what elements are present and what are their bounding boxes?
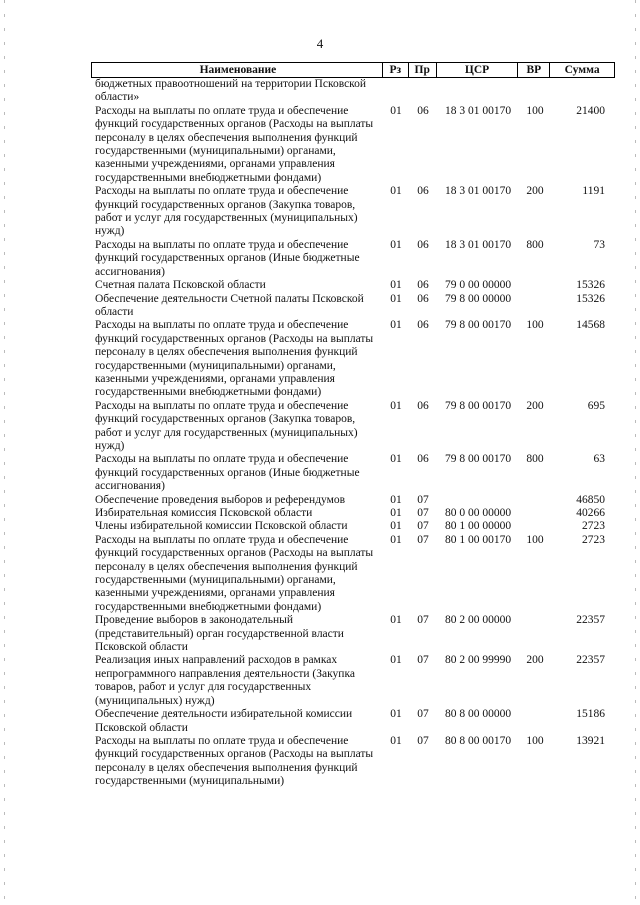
table-row bbox=[91, 494, 615, 507]
cell-rz: 01 bbox=[390, 708, 402, 721]
table-row bbox=[91, 453, 615, 493]
cell-csr: 79 8 00 00170 bbox=[445, 453, 512, 466]
cell-csr: 80 0 00 00000 bbox=[445, 507, 512, 519]
cell-pr: 07 bbox=[417, 734, 429, 747]
cell-vr: 100 bbox=[526, 319, 544, 332]
cell-sum: 40266 bbox=[576, 507, 605, 519]
cell-vr: 800 bbox=[526, 238, 544, 251]
cell-rz: 01 bbox=[390, 319, 402, 332]
cell-vr: 100 bbox=[526, 104, 544, 117]
cell-rz: 01 bbox=[390, 399, 402, 412]
cell-pr: 06 bbox=[417, 399, 429, 412]
header-sum: Сумма bbox=[564, 64, 600, 76]
header-rz: Рз bbox=[383, 63, 409, 77]
cell-sum: 695 bbox=[587, 399, 605, 412]
cell-csr: 80 2 00 99990 bbox=[445, 654, 512, 667]
cell-rz: 01 bbox=[390, 453, 402, 466]
table-row bbox=[91, 105, 615, 185]
cell-vr: 800 bbox=[526, 453, 544, 466]
table-row bbox=[91, 185, 615, 239]
cell-name: Расходы на выплаты по оплате труда и обеспечение функций государственных органов (Расходы на выплаты персоналу в целях обеспечения выполнения функций государственными (муниципальными) bbox=[95, 734, 374, 788]
scan-edge-left bbox=[4, 0, 5, 905]
header-csr: ЦСР bbox=[437, 63, 519, 77]
cell-pr: 06 bbox=[417, 292, 429, 305]
cell-name: Проведение выборов в законодательный (представительный) орган государственной власти Псковской области bbox=[95, 614, 344, 654]
cell-sum: 22357 bbox=[576, 654, 605, 667]
cell-pr: 07 bbox=[417, 507, 429, 519]
cell-vr: 200 bbox=[526, 185, 544, 198]
cell-csr: 18 3 01 00170 bbox=[445, 185, 512, 198]
cell-rz: 01 bbox=[390, 614, 402, 627]
cell-pr: 06 bbox=[417, 185, 429, 198]
table-row bbox=[91, 78, 615, 105]
table-row bbox=[91, 279, 615, 292]
cell-name: Расходы на выплаты по оплате труда и обеспечение функций государственных органов (Закупка товаров, работ и услуг для государственных (муниципальных) нужд) bbox=[95, 399, 358, 452]
header-vr: ВР bbox=[518, 63, 550, 77]
table-body bbox=[91, 78, 615, 789]
cell-pr: 07 bbox=[417, 493, 429, 506]
cell-sum: 2723 bbox=[582, 533, 605, 546]
cell-vr: 100 bbox=[526, 734, 544, 747]
cell-sum: 21400 bbox=[576, 104, 605, 117]
cell-csr: 79 0 00 00000 bbox=[445, 279, 512, 292]
table-row bbox=[91, 293, 615, 320]
cell-vr: 200 bbox=[526, 399, 544, 412]
cell-name: Расходы на выплаты по оплате труда и обеспечение функций государственных органов (Иные бюджетные ассигнования) bbox=[95, 453, 360, 493]
cell-sum: 14568 bbox=[576, 319, 605, 332]
cell-pr: 06 bbox=[417, 104, 429, 117]
cell-rz: 01 bbox=[390, 533, 402, 546]
cell-rz: 01 bbox=[390, 104, 402, 117]
cell-rz: 01 bbox=[390, 185, 402, 198]
cell-csr: 18 3 01 00170 bbox=[445, 104, 512, 117]
cell-pr: 06 bbox=[417, 238, 429, 251]
cell-sum: 15186 bbox=[576, 708, 605, 721]
cell-csr: 80 1 00 00000 bbox=[445, 520, 512, 533]
cell-vr: 200 bbox=[526, 654, 544, 667]
table-row bbox=[91, 614, 615, 654]
cell-sum: 1191 bbox=[582, 185, 605, 198]
cell-rz: 01 bbox=[390, 520, 402, 533]
cell-rz: 01 bbox=[390, 507, 402, 519]
budget-table bbox=[91, 62, 615, 789]
cell-rz: 01 bbox=[390, 493, 402, 506]
cell-vr: 100 bbox=[526, 533, 544, 546]
cell-csr: 80 2 00 00000 bbox=[445, 614, 512, 627]
cell-name: Обеспечение проведения выборов и референдумов bbox=[95, 493, 346, 506]
table-row bbox=[91, 239, 615, 279]
cell-sum: 46850 bbox=[576, 493, 605, 506]
cell-csr: 79 8 00 00170 bbox=[445, 399, 512, 412]
cell-pr: 06 bbox=[417, 319, 429, 332]
table-row bbox=[91, 654, 615, 708]
cell-sum: 2723 bbox=[582, 520, 605, 533]
cell-pr: 07 bbox=[417, 708, 429, 721]
cell-sum: 63 bbox=[593, 453, 605, 466]
scan-edge-right bbox=[635, 0, 636, 905]
cell-name: бюджетных правоотношений на территории Псковской области» bbox=[95, 78, 367, 104]
cell-name: Обеспечение деятельности Счетной палаты Псковской области bbox=[95, 292, 364, 318]
cell-rz: 01 bbox=[390, 238, 402, 251]
page-number: 4 bbox=[316, 36, 324, 51]
cell-sum: 13921 bbox=[576, 734, 605, 747]
cell-pr: 06 bbox=[417, 279, 429, 292]
cell-sum: 22357 bbox=[576, 614, 605, 627]
cell-pr: 07 bbox=[417, 654, 429, 667]
cell-name: Расходы на выплаты по оплате труда и обеспечение функций государственных органов (Иные бюджетные ассигнования) bbox=[95, 238, 360, 278]
cell-sum: 15326 bbox=[576, 292, 605, 305]
cell-csr: 79 8 00 00000 bbox=[445, 292, 512, 305]
cell-sum: 73 bbox=[593, 238, 605, 251]
cell-rz: 01 bbox=[390, 279, 402, 292]
cell-pr: 07 bbox=[417, 614, 429, 627]
cell-csr: 80 8 00 00000 bbox=[445, 708, 512, 721]
cell-csr: 79 8 00 00170 bbox=[445, 319, 512, 332]
cell-csr: 80 1 00 00170 bbox=[445, 533, 512, 546]
table-header bbox=[91, 62, 615, 78]
table-row bbox=[91, 319, 615, 399]
cell-name: Расходы на выплаты по оплате труда и обеспечение функций государственных органов (Закупка товаров, работ и услуг для государственных (муниципальных) нужд) bbox=[95, 185, 358, 238]
cell-csr: 80 8 00 00170 bbox=[445, 734, 512, 747]
cell-csr: 18 3 01 00170 bbox=[445, 238, 512, 251]
table-row bbox=[91, 507, 615, 520]
cell-sum: 15326 bbox=[576, 279, 605, 292]
cell-name: Члены избирательной комиссии Псковской области bbox=[95, 520, 348, 533]
table-row bbox=[91, 400, 615, 454]
cell-pr: 07 bbox=[417, 533, 429, 546]
cell-rz: 01 bbox=[390, 292, 402, 305]
cell-name: Расходы на выплаты по оплате труда и обеспечение функций государственных органов (Расходы на выплаты персоналу в целях обеспечения выполнения функций государственными (муниципальными) органами, казенными учреждениями, органами управления государственными внебюджетными фондами) bbox=[95, 533, 374, 613]
cell-rz: 01 bbox=[390, 654, 402, 667]
cell-name: Реализация иных направлений расходов в рамках непрограммного направления деятельности (Закупка товаров, работ и услуг для государственных (муниципальных) нужд) bbox=[95, 654, 355, 707]
header-name: Наименование bbox=[92, 63, 383, 77]
cell-pr: 06 bbox=[417, 453, 429, 466]
table-row bbox=[91, 708, 615, 735]
table-row bbox=[91, 534, 615, 614]
cell-rz: 01 bbox=[390, 734, 402, 747]
cell-name: Расходы на выплаты по оплате труда и обеспечение функций государственных органов (Расходы на выплаты персоналу в целях обеспечения выполнения функций государственными (муниципальными) органами, казенными учреждениями, органами управления государственными внебюджетными фондами) bbox=[95, 319, 374, 399]
cell-name: Обеспечение деятельности избирательной комиссии Псковской области bbox=[95, 708, 353, 734]
cell-name: Счетная палата Псковской области bbox=[95, 279, 266, 292]
table-row bbox=[91, 520, 615, 533]
cell-name: Избирательная комиссия Псковской области bbox=[95, 507, 313, 519]
table-row bbox=[91, 735, 615, 789]
cell-pr: 07 bbox=[417, 520, 429, 533]
header-pr: Пр bbox=[409, 63, 437, 77]
cell-name: Расходы на выплаты по оплате труда и обеспечение функций государственных органов (Расходы на выплаты персоналу в целях обеспечения выполнения функций государственными (муниципальными) органами, казенными учреждениями, органами управления государственными внебюджетными фондами) bbox=[95, 104, 374, 184]
